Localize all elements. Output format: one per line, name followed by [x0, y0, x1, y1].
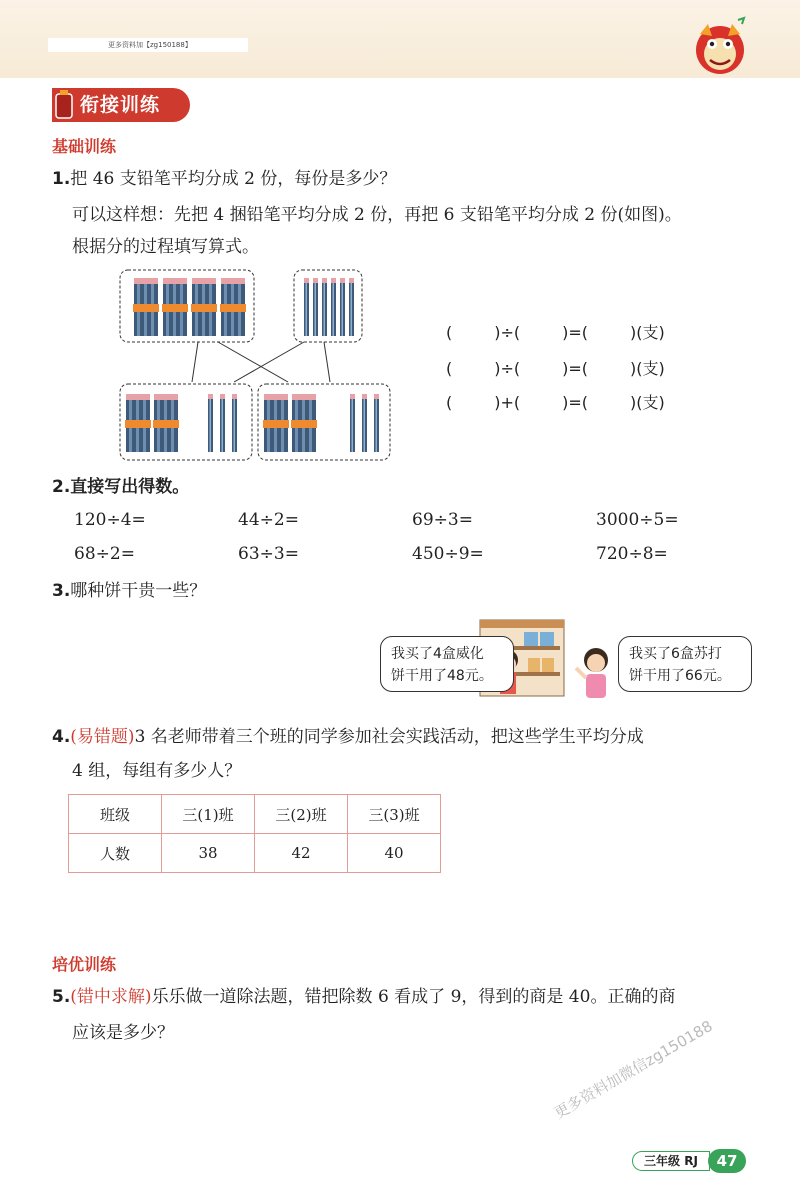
grade-label: 三年级 RJ	[632, 1151, 710, 1171]
question-5	[52, 984, 675, 1010]
pencil-division-diagram	[118, 268, 398, 464]
question-text: 3 名老师带着三个班的同学参加社会实践活动，把这些学生平均分成	[134, 727, 644, 747]
question-text: 把 46 支铅笔平均分成 2 份，每份是多少？	[70, 169, 397, 189]
girl-illustration	[574, 646, 618, 700]
speech-bubble-right	[618, 636, 752, 692]
bubble-text: 饼干用了48元。	[391, 668, 493, 684]
header-strip: 更多资料加【zg150188】	[48, 38, 248, 52]
formula-row-1	[446, 320, 665, 343]
question-4	[52, 724, 644, 750]
blank-open: (	[446, 359, 453, 378]
calc-item: 68÷2=	[74, 544, 135, 564]
firecracker-icon	[52, 88, 78, 122]
blank-open: (	[446, 323, 453, 342]
question-3	[52, 578, 206, 604]
speech-bubble-left	[380, 636, 514, 692]
formula-operator: )÷(	[494, 323, 521, 342]
table-cell: 三(3)班	[348, 795, 441, 834]
q1-hint-line2: 根据分的过程填写算式。	[72, 237, 259, 257]
calc-item: 3000÷5=	[596, 510, 679, 530]
formula-operator: )+(	[494, 393, 521, 412]
formula-equals: )=(	[562, 323, 589, 342]
table-row	[69, 834, 441, 873]
q5-text-line2: 应该是多少？	[72, 1023, 174, 1043]
calc-item: 720÷8=	[596, 544, 668, 564]
table-cell: 人数	[69, 834, 162, 873]
q4-text-line2: 4 组，每组有多少人？	[72, 761, 242, 781]
subsection-advanced: 培优训练	[52, 955, 117, 974]
question-number: 5.	[52, 987, 71, 1007]
table-cell: 40	[348, 834, 441, 873]
table-row	[69, 795, 441, 834]
question-text: 乐乐做一道除法题，错把除数 6 看成了 9，得到的商是 40。正确的商	[151, 987, 676, 1007]
calc-item: 69÷3=	[412, 510, 473, 530]
formula-equals: )=(	[562, 393, 589, 412]
question-number: 3.	[52, 581, 71, 601]
calc-item: 120÷4=	[74, 510, 146, 530]
question-tag: (易错题)	[70, 727, 135, 747]
question-number: 1.	[52, 169, 71, 189]
q1-hint-line1: 可以这样想：先把 4 捆铅笔平均分成 2 份，再把 6 支铅笔平均分成 2 份(如图)。	[72, 205, 682, 225]
blank-open: (	[446, 393, 453, 412]
question-text: 哪种饼干贵一些？	[70, 581, 207, 601]
table-cell: 三(1)班	[162, 795, 255, 834]
formula-operator: )÷(	[494, 359, 521, 378]
bubble-text: 饼干用了66元。	[629, 668, 731, 684]
question-tag: (错中求解)	[70, 987, 152, 1007]
table-cell: 42	[255, 834, 348, 873]
question-2	[52, 474, 189, 500]
question-number: 2.	[52, 477, 71, 497]
bubble-text: 我买了4盒威化	[391, 646, 484, 662]
formula-row-3	[446, 390, 665, 413]
dragon-mascot-icon	[688, 14, 752, 78]
calc-item: 63÷3=	[238, 544, 299, 564]
section-title: 衔接训练	[52, 88, 190, 122]
question-text: 直接写出得数。	[70, 477, 190, 497]
watermark-text: 更多资料加微信zg150188	[551, 1016, 716, 1123]
question-1	[52, 166, 396, 192]
calc-item: 44÷2=	[238, 510, 299, 530]
table-cell: 班级	[69, 795, 162, 834]
table-cell: 三(2)班	[255, 795, 348, 834]
formula-unit: )(支)	[630, 323, 665, 342]
bubble-text: 我买了6盒苏打	[629, 646, 722, 662]
formula-equals: )=(	[562, 359, 589, 378]
formula-row-2	[446, 356, 665, 379]
formula-unit: )(支)	[630, 359, 665, 378]
table-cell: 38	[162, 834, 255, 873]
subsection-basic: 基础训练	[52, 137, 117, 156]
question-number: 4.	[52, 727, 71, 747]
page-number: 47	[708, 1149, 746, 1173]
formula-unit: )(支)	[630, 393, 665, 412]
student-count-table	[68, 794, 441, 873]
calc-item: 450÷9=	[412, 544, 484, 564]
